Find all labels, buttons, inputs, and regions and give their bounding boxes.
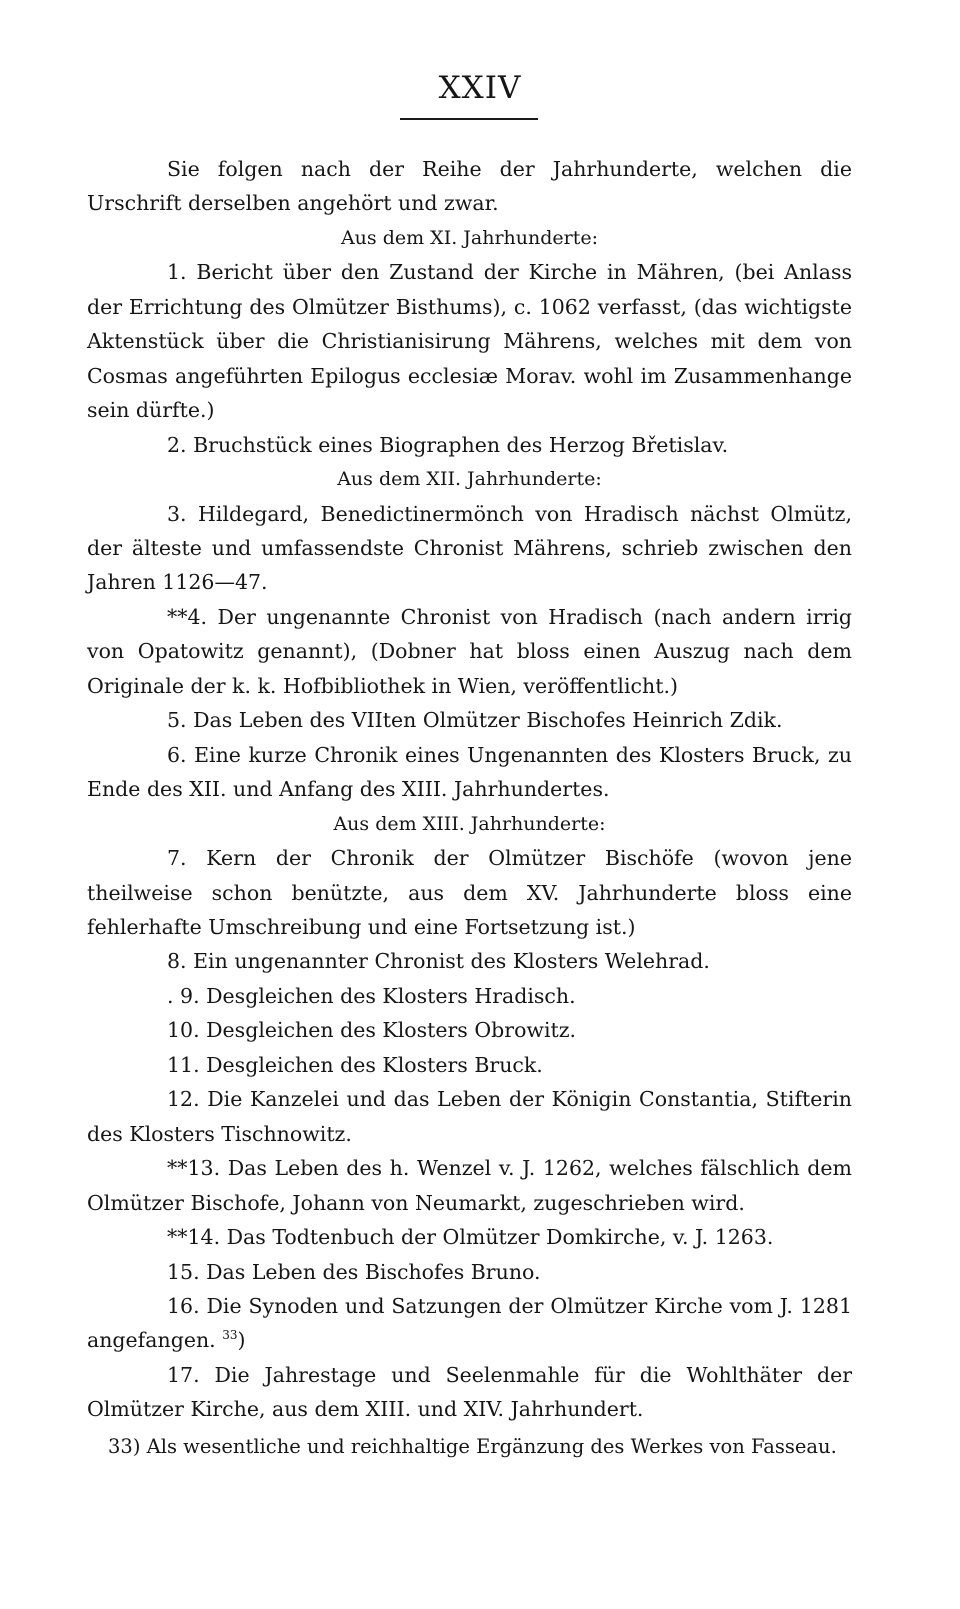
list-item-14: **14. Das Todtenbuch der Olmützer Domkirche, v. J. 1263. (167, 1225, 774, 1250)
century-heading-xi: Aus dem XI. Jahrhunderte: (340, 226, 599, 249)
footnote (108, 1432, 853, 1462)
list-item-16 (87, 1289, 852, 1358)
header-rule (400, 118, 538, 120)
century-heading-xii: Aus dem XII. Jahrhunderte: (337, 468, 602, 491)
page-body (87, 152, 852, 1427)
list-item-10: 10. Desgleichen des Klosters Obrowitz. (167, 1018, 577, 1043)
list-item-7: 7. Kern der Chronik der Olmützer Bischöfe (wovon jene theilweise schon benützte, aus dem XV. Jahrhunderte bloss eine fehlerhafte Umschreibung und eine Fortsetzung ist.) (87, 846, 852, 939)
list-item-17: 17. Die Jahrestage und Seelenmahle für die Wohlthäter der Olmützer Kirche, aus dem XIII. und XIV. Jahrhundert. (87, 1362, 852, 1422)
page-number: XXIV (438, 70, 522, 106)
list-item-15: 15. Das Leben des Bischofes Bruno. (167, 1259, 541, 1284)
footnote-reference[interactable]: 33 (222, 1328, 238, 1343)
list-item-11: 11. Desgleichen des Klosters Bruck. (167, 1052, 543, 1077)
intro-paragraph: Sie folgen nach der Reihe der Jahrhunderte, welchen die Urschrift derselben angehört und zwar. (87, 157, 852, 216)
list-item-5: 5. Das Leben des VIIten Olmützer Bischofes Heinrich Zdik. (167, 708, 783, 733)
list-item-12: 12. Die Kanzelei und das Leben der Königin Constantia, Stifterin des Klosters Tischnowitz. (87, 1087, 852, 1146)
list-item-3: 3. Hildegard, Benedictinermönch von Hradisch nächst Olmütz, der älteste und umfassendste Chronist Mährens, schrieb zwischen den Jahren 1126—47. (87, 501, 852, 595)
list-item-13: **13. Das Leben des h. Wenzel v. J. 1262, welches fälschlich dem Olmützer Bischofe, Johann von Neumarkt, zugeschrieben wird. (87, 1156, 852, 1215)
list-item-1: 1. Bericht über den Zustand der Kirche in Mähren, (bei Anlass der Errichtung des Olmützer Bisthums), c. 1062 verfasst, (das wichtigste Aktenstück über die Christianisirung Mährens, welches mit dem von Cosmas angeführten Epilogus ecclesiæ Morav. wohl im Zusammenhange sein dürfte.) (87, 260, 852, 423)
list-item-9: . 9. Desgleichen des Klosters Hradisch. (167, 983, 576, 1008)
list-item-4: **4. Der ungenannte Chronist von Hradisch (nach andern irrig von Opatowitz genannt), (Dobner hat bloss einen Auszug nach dem Originale der k. k. Hofbibliothek in Wien, veröffentlicht.) (87, 604, 852, 698)
list-item-16-close: ) (237, 1328, 246, 1353)
list-item-16-text: 16. Die Synoden und Satzungen der Olmützer Kirche vom J. 1281 angefangen. (87, 1293, 852, 1353)
century-heading-xiii: Aus dem XIII. Jahrhunderte: (333, 812, 606, 835)
footnote-marker: 33) (108, 1435, 141, 1458)
list-item-8: 8. Ein ungenannter Chronist des Klosters Welehrad. (167, 949, 710, 974)
list-item-6: 6. Eine kurze Chronik eines Ungenannten des Klosters Bruck, zu Ende des XII. und Anfang des XIII. Jahrhundertes. (87, 742, 852, 802)
footnote-text: Als wesentliche und reichhaltige Ergänzung des Werkes von Fasseau. (146, 1435, 837, 1458)
list-item-2: 2. Bruchstück eines Biographen des Herzog Břetislav. (167, 432, 729, 457)
